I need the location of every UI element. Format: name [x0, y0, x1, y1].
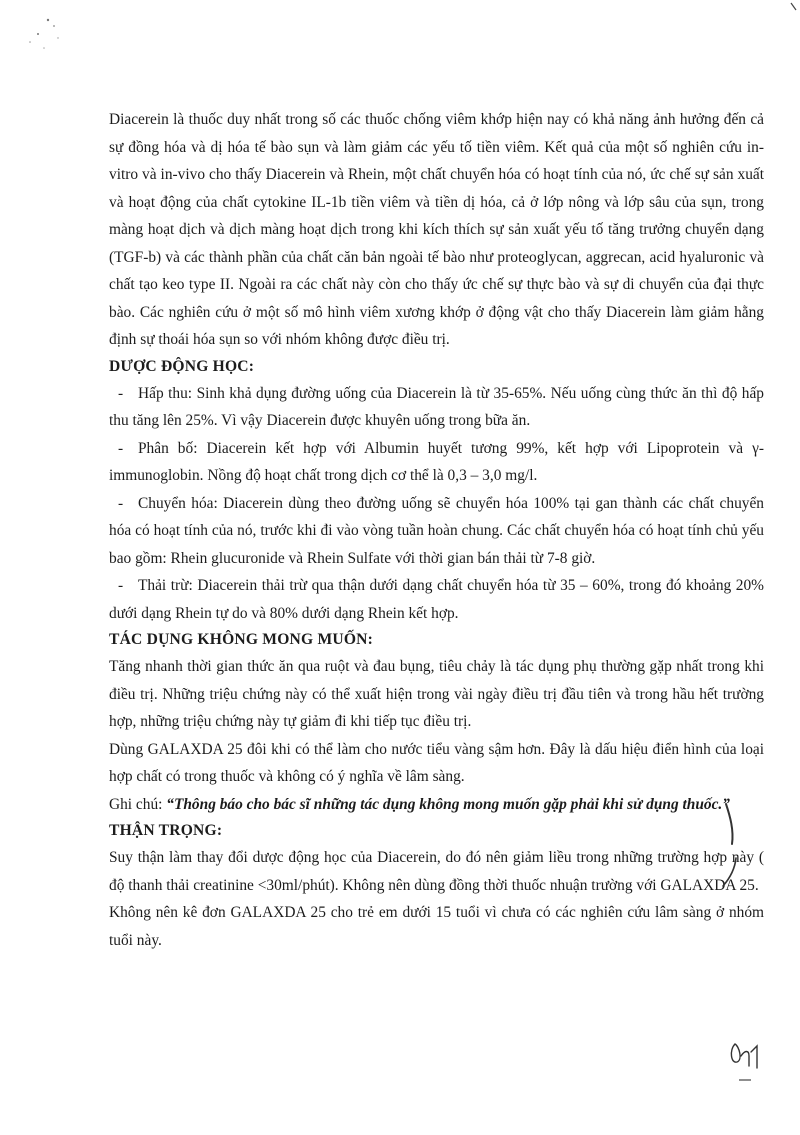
bullet-dash: -: [118, 439, 124, 457]
corner-mark: [790, 2, 798, 12]
absorption-item: [109, 380, 764, 435]
bullet-dash: -: [118, 577, 124, 594]
distribution-text: Phân bố: Diacerein kết hợp với Albumin huyết tương 99%, kết hợp với Lipoprotein và γ-immunoglobin. Nồng độ hoạt chất trong dịch cơ thể là 0,3 – 3,0 mg/l.: [109, 439, 764, 484]
note-paragraph: [109, 791, 764, 819]
intro-paragraph: Diacerein là thuốc duy nhất trong số các thuốc chống viêm khớp hiện nay có khả năng ảnh hưởng đến cả sự đồng hóa và dị hóa tế bào sụn và làm giảm các yếu tố tiền viêm. Kết quả của một số nghiên cứu in-vitro và in-vivo cho thấy Diacerein và Rhein, một chất chuyển hóa có hoạt tính của nó, ức chế sự sản xuất và hoạt động của chất cytokine IL-1b tiền viêm và tiền dị hóa, cả ở lớp nông và lớp sâu của sụn, trong màng hoạt dịch và dịch màng hoạt dịch trong khi kích thích sự sản xuất yếu tố tăng trưởng chuyển dạng (TGF-b) và các thành phần của chất căn bản ngoài tế bào như proteoglycan, aggrecan, acid hyaluronic và chất tạo keo type II. Ngoài ra các chất này còn cho thấy ức chế sự thực bào và sự di chuyển của đại thực bào. Các nghiên cứu ở một số mô hình viêm xương khớp ở động vật cho thấy Diacerein làm giảm hằng định sự thoái hóa sụn so với nhóm không được điều trị.: [109, 111, 764, 348]
note-text: “Thông báo cho bác sĩ những tác dụng không mong muốn gặp phải khi sử dụng thuốc.”: [166, 795, 730, 813]
metabolism-text: Chuyển hóa: Diacerein dùng theo đường uống sẽ chuyển hóa 100% tại gan thành các chất chuyển hóa có hoạt tính của nó, trước khi đi vào vòng tuần hoàn chung. Các chất chuyển hóa có hoạt tính chủ yếu bao gồm: Rhein glucuronide và Rhein Sulfate với thời gian bán thải từ 7-8 giờ.: [109, 494, 764, 567]
pharmacokinetics-heading: DƯỢC ĐỘNG HỌC:: [109, 357, 255, 375]
bullet-dash: -: [118, 384, 124, 402]
side-effects-paragraph-1: Tăng nhanh thời gian thức ăn qua ruột và đau bụng, tiêu chảy là tác dụng phụ thường gặp nhất trong khi điều trị. Những triệu chứng này có thể xuất hiện trong vài ngày điều trị đầu tiên và trong hầu hết trường hợp, những triệu chứng này tự giảm đi khi tiếp tục điều trị.: [109, 658, 764, 730]
metabolism-item: [109, 490, 764, 573]
precautions-heading: THẬN TRỌNG:: [109, 822, 223, 839]
side-effects-paragraph-2: Dùng GALAXDA 25 đôi khi có thể làm cho nước tiểu vàng sậm hơn. Đây là dấu hiệu điển hình của loại hợp chất có trong thuốc và không có ý nghĩa về lâm sàng.: [109, 740, 764, 785]
distribution-item: [109, 435, 764, 490]
elimination-text: Thải trừ: Diacerein thải trừ qua thận dưới dạng chất chuyển hóa từ 35 – 60%, trong đó khoảng 20% dưới dạng Rhein tự do và 80% dưới dạng Rhein kết hợp.: [109, 577, 764, 622]
side-effects-heading: TÁC DỤNG KHÔNG MONG MUỐN:: [109, 631, 374, 648]
handwritten-margin-mark: [718, 800, 748, 890]
scan-specks: [8, 8, 68, 58]
handwritten-signature: [727, 1036, 763, 1086]
document-page: [109, 106, 764, 954]
bullet-dash: -: [118, 494, 124, 512]
absorption-text: Hấp thu: Sinh khả dụng đường uống của Diacerein là từ 35-65%. Nếu uống cùng thức ăn thì độ hấp thu tăng lên 25%. Vì vậy Diacerein được khuyên uống trong bữa ăn.: [109, 384, 764, 429]
note-label: Ghi chú:: [109, 795, 167, 813]
elimination-item: [109, 572, 764, 627]
precautions-paragraph-2: Không nên kê đơn GALAXDA 25 cho trẻ em dưới 15 tuổi vì chưa có các nghiên cứu lâm sàng ở nhóm tuổi này.: [109, 904, 764, 949]
precautions-paragraph-1: Suy thận làm thay đổi dược động học của Diacerein, do đó nên giảm liều trong những trường hợp này ( độ thanh thải creatinine <30ml/phút). Không nên dùng đồng thời thuốc nhuận trường với GALAXDA 25.: [109, 849, 764, 894]
